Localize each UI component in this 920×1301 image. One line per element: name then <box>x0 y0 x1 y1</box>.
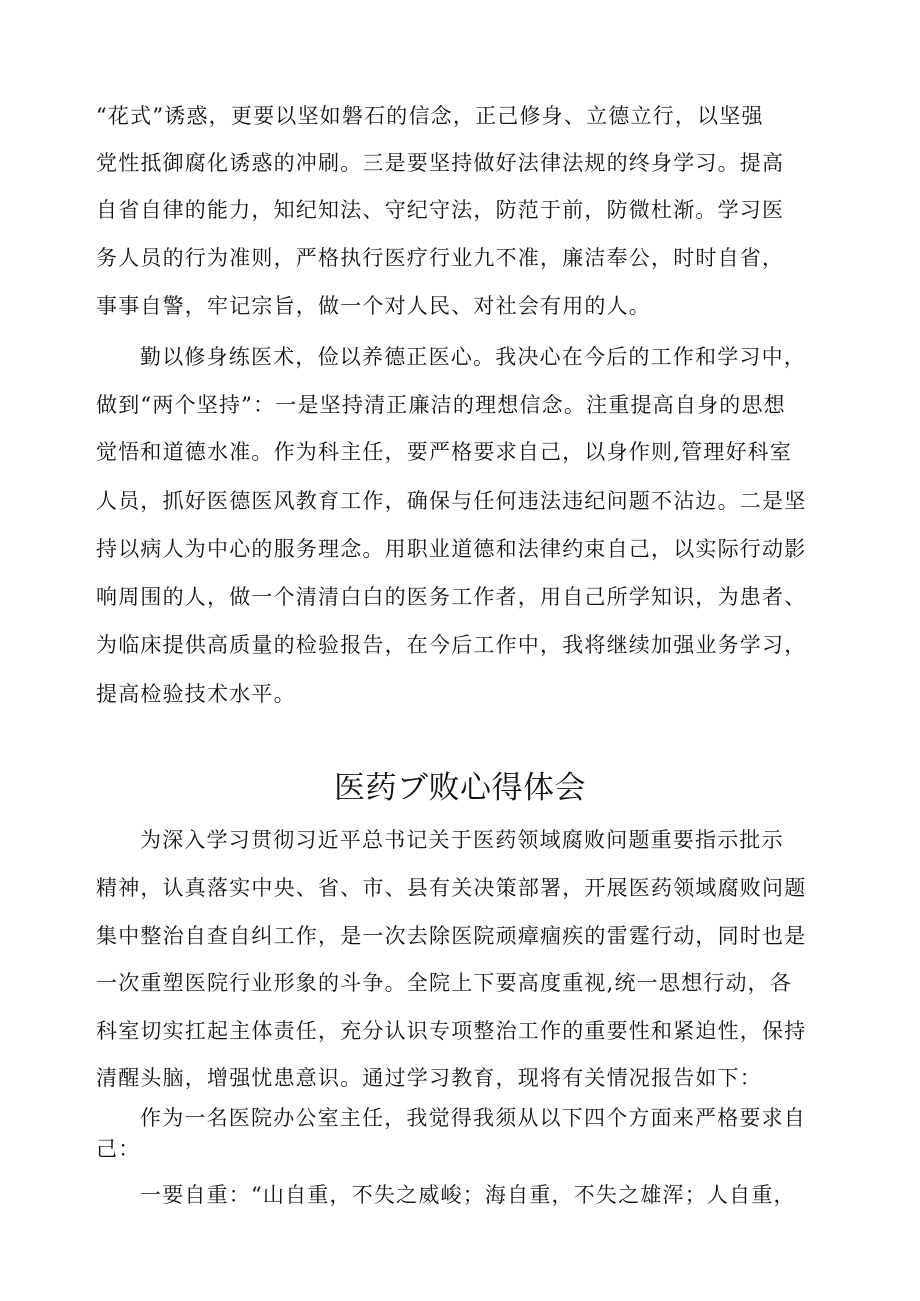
text-line: 觉悟和道德水准。作为科主任，要严格要求自己，以身作则,管理好科室 <box>96 440 793 464</box>
text-line: 清醒头脑，增强忧患意识。通过学习教育，现将有关情况报告如下： <box>96 1066 762 1090</box>
text-line: 做到“两个坚持”：一是坚持清正廉洁的理想信念。注重提高自身的思想 <box>96 393 786 417</box>
paragraph-first-line: 为深入学习贯彻习近平总书记关于医药领域腐败问题重要指示批示 <box>140 828 784 852</box>
text-line: 人员，抓好医德医风教育工作，确保与任何违法违纪问题不沾边。二是坚 <box>96 489 807 513</box>
text-line: 响周围的人，做一个清清白白的医务工作者，用自己所学知识，为患者、 <box>96 585 807 609</box>
paragraph-first-line: 作为一名医院办公室主任，我觉得我须从以下四个方面来严格要求自 <box>140 1106 806 1130</box>
paragraph-first-line: 一要自重：“山自重，不失之威峻；海自重，不失之雄浑；人自重， <box>140 1183 796 1207</box>
text-line: 科室切实扛起主体责任，充分认识专项整治工作的重要性和紧迫性，保持 <box>96 1019 807 1043</box>
text-line: 持以病人为中心的服务理念。用职业道德和法律约束自己，以实际行动影 <box>96 537 807 561</box>
article-title: 医药ブ败心得体会 <box>334 770 586 806</box>
text-line: 提高检验技术水平。 <box>96 682 296 706</box>
text-line: 务人员的行为准则，严格执行医疗行业九不准，廉洁奉公，时时自省， <box>96 246 785 270</box>
text-line: 精神，认真落实中央、省、市、县有关决策部署，开展医药领域腐败问题 <box>96 876 807 900</box>
paragraph-first-line: 勤以修身练医术，俭以养德正医心。我决心在今后的工作和学习中， <box>140 345 806 369</box>
text-line: 自省自律的能力，知纪知法、守纪守法，防范于前，防微杜渐。学习医 <box>96 198 785 222</box>
text-line: 事事自警，牢记宗旨，做一个对人民、对社会有用的人。 <box>96 294 651 318</box>
text-line: 为临床提供高质量的检验报告，在今后工作中，我将继续加强业务学习， <box>96 633 807 657</box>
text-line: 党性抵御腐化诱惑的冲刷。三是要坚持做好法律法规的终身学习。提高 <box>96 151 785 175</box>
text-line: 集中整治自查自纠工作，是一次去除医院顽瘴痼疾的雷霆行动，同时也是 <box>96 924 807 948</box>
text-line: 己： <box>96 1137 141 1161</box>
text-line: “花式”诱惑，更要以坚如磐石的信念，正己修身、立德立行，以坚强 <box>96 104 764 128</box>
text-line: 一次重塑医院行业形象的斗争。全院上下要高度重视,统一思想行动，各 <box>96 971 793 995</box>
